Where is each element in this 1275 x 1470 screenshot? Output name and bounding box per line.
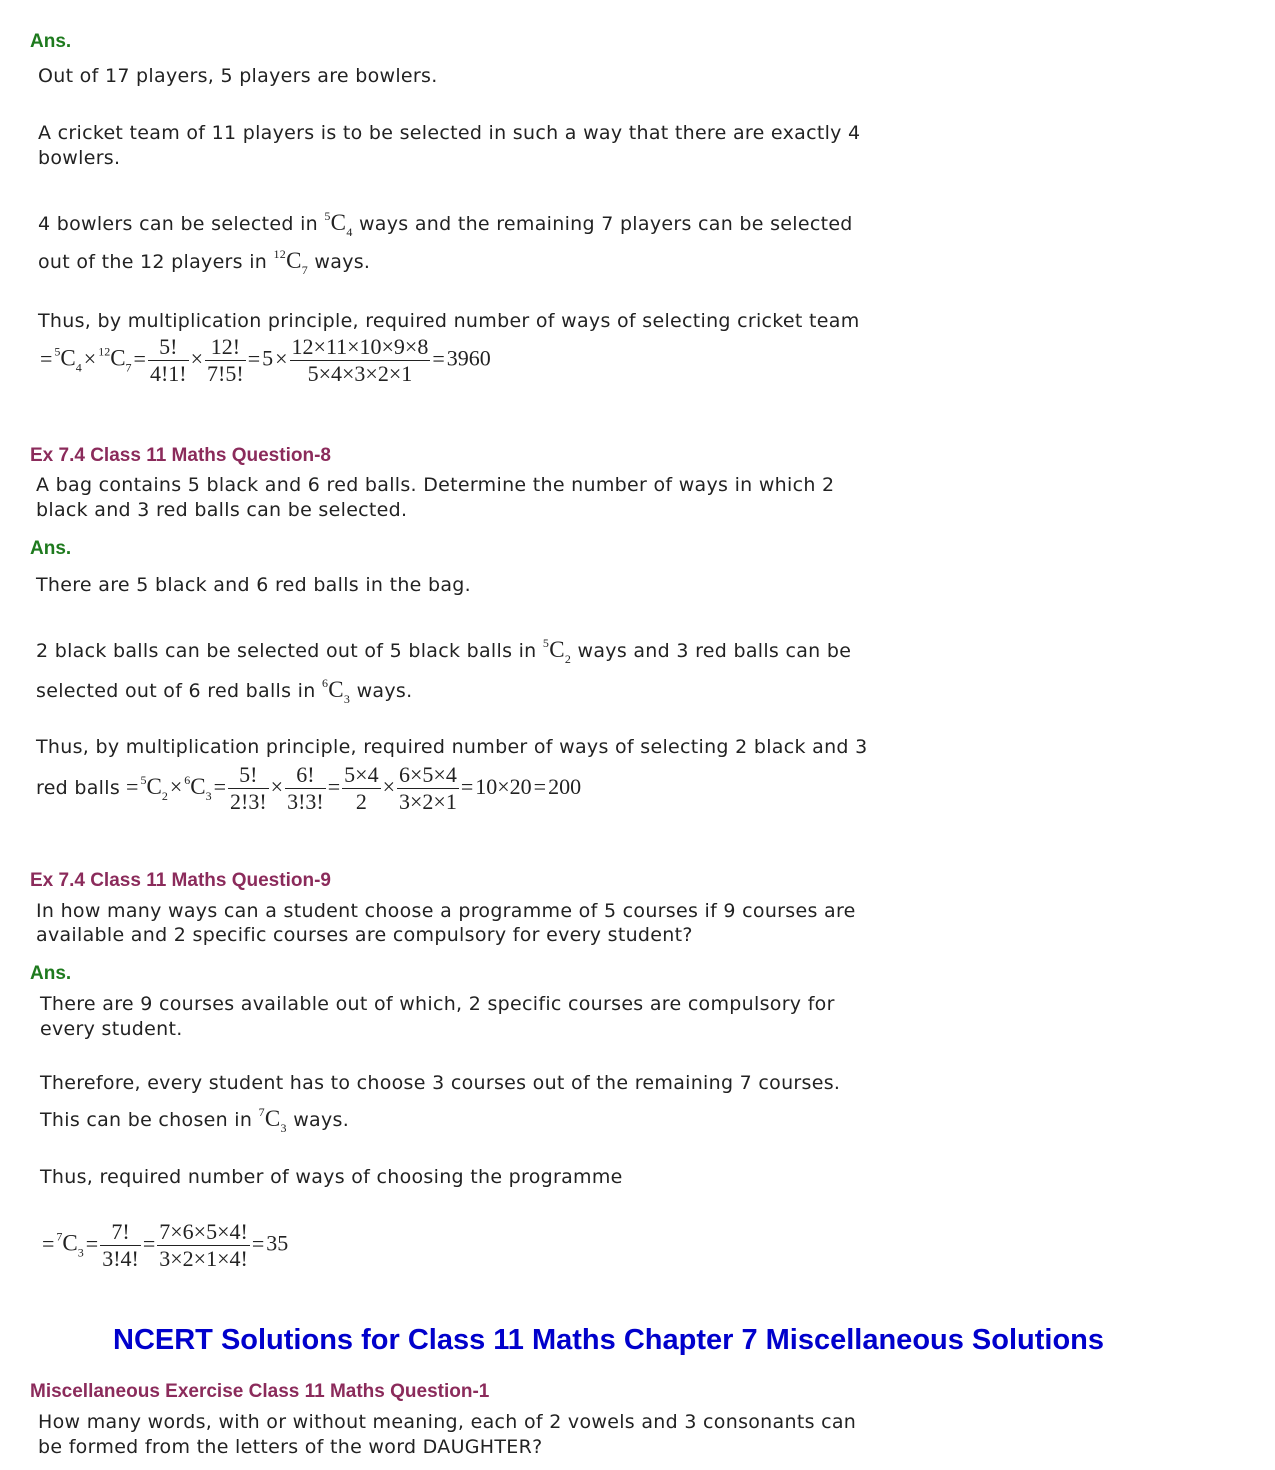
q8-text-2a: 2 black balls can be selected out of 5 black balls in $^5C_2$ ways and 3 red balls can be [36,636,852,666]
q8-text-1: There are 5 black and 6 red balls in the bag. [36,574,472,596]
answer-label: Ans. [30,31,72,52]
q8-question-b: black and 3 red balls can be selected. [36,499,408,521]
answer-label: Ans. [30,538,72,559]
q9-text-1a: There are 9 courses available out of which, 2 specific courses are compulsory for [40,993,835,1015]
q7-text-3a-part1: 4 bowlers can be selected in [38,213,318,235]
q8-equation: red balls = $^5C_2\times ^6C_3=$ $\frac{5!}{2!3!}$ × $\frac{6!}{3!3!}$ = $\frac{5\times 4}{2}$ × $\frac{6\times 5\times 4}{3\times 2\times 1}$ =10×20=200 [36,762,582,814]
q9-text-2b: This can be chosen in $^7C_3$ ways. [40,1105,350,1135]
q7-r2: 7 [301,263,309,277]
misc1-question-b: be formed from the letters of the word DAUGHTER? [38,1436,543,1458]
q7-r: 4 [346,225,353,239]
q9-question-b: available and 2 specific courses are compulsory for every student? [36,924,693,946]
q7-text-2a: A cricket team of 11 players is to be selected in such a way that there are exactly 4 [38,122,861,144]
q7-result: 3960 [446,345,491,371]
q9-question-a: In how many ways can a student choose a programme of 5 courses if 9 courses are [36,900,856,922]
q7-n: 5 [324,209,331,223]
q9-heading: Ex 7.4 Class 11 Maths Question-9 [30,870,331,891]
q9-text-2a: Therefore, every student has to choose 3 courses out of the remaining 7 courses. [40,1072,841,1094]
q7-text-2b: bowlers. [38,147,121,169]
q8-text-2b: selected out of 6 red balls in $^6C_3$ ways. [36,676,413,706]
misc1-heading: Miscellaneous Exercise Class 11 Maths Question-1 [30,1381,490,1402]
q7-text-4: Thus, by multiplication principle, required number of ways of selecting cricket team [38,310,860,332]
q7-text-3a: 4 bowlers can be selected in $^5C_4$ ways and the remaining 7 players can be selected [38,209,853,239]
q7-text-3b: out of the 12 players in $^{12}C_7$ ways. [38,247,371,277]
q7-text-3b-part2: ways. [314,251,371,273]
q7-n2: 12 [273,247,287,261]
q9-equation: = $^7C_3=$ $\frac{7!}{3!4!}$ = $\frac{7\times 6\times 5\times 4!}{3\times 2\times 1\times 4!}$ =35 [42,1219,289,1271]
q8-result: 200 [548,773,582,799]
q8-heading: Ex 7.4 Class 11 Maths Question-8 [30,445,331,466]
q7-text-3a-part2: ways and the remaining 7 players can be selected [358,213,853,235]
answer-label: Ans. [30,963,72,984]
q9-text-3: Thus, required number of ways of choosing the programme [40,1166,623,1188]
q9-text-1b: every student. [40,1018,183,1040]
q7-equation: = $^5C_4\times ^{12}C_7=$ $\frac{5!}{4!1!}$ × $\frac{12!}{7!5!}$ =5× $\frac{12\times 11\times 10\times 9\times 8}{5\times 4\times 3\times 2\times 1}$ =3960 [40,334,491,386]
misc1-question-a: How many words, with or without meaning, each of 2 vowels and 3 consonants can [38,1411,857,1433]
q7-text-3b-part1: out of the 12 players in [38,251,268,273]
q7-text-1: Out of 17 players, 5 players are bowlers. [38,65,438,87]
chapter-title: NCERT Solutions for Class 11 Maths Chapter 7 Miscellaneous Solutions [113,1324,1105,1356]
q9-result: 35 [266,1230,289,1256]
q8-text-3: Thus, by multiplication principle, required number of ways of selecting 2 black and 3 [36,736,868,758]
q8-question-a: A bag contains 5 black and 6 red balls. Determine the number of ways in which 2 [36,474,835,496]
